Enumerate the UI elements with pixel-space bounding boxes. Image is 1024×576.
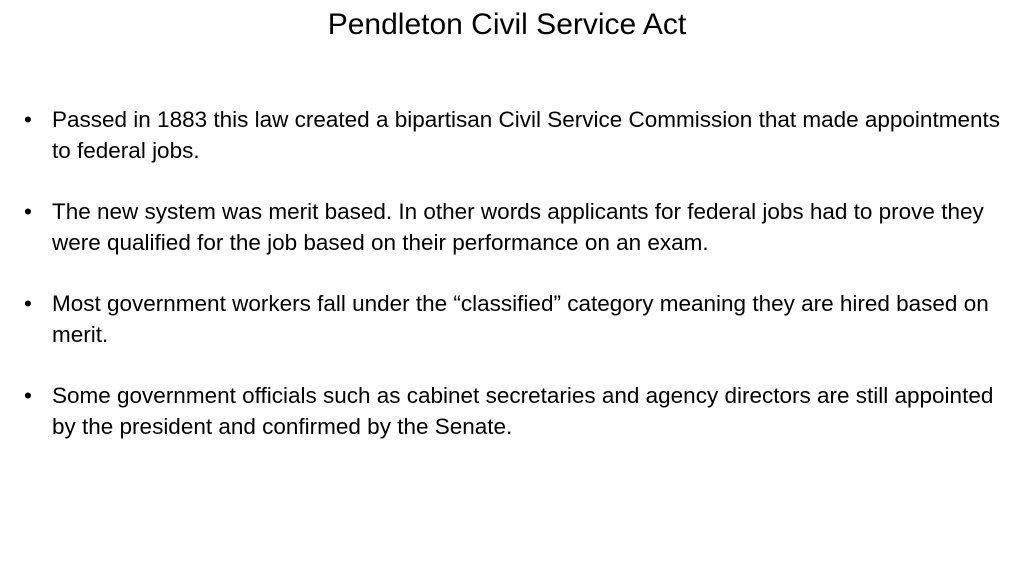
bullet-text: Most government workers fall under the “classified” category meaning they are hired based on merit. — [52, 291, 989, 347]
bullet-text: Passed in 1883 this law created a bipartisan Civil Service Commission that made appointments to federal jobs. — [52, 107, 1000, 163]
bullet-item — [22, 380, 1007, 442]
bullet-list — [22, 104, 1007, 472]
bullet-text: The new system was merit based. In other words applicants for federal jobs had to prove they were qualified for the job based on their performance on an exam. — [52, 199, 984, 255]
bullet-icon: • — [24, 199, 32, 224]
bullet-text: Some government officials such as cabinet secretaries and agency directors are still appointed by the president and confirmed by the Senate. — [52, 383, 994, 439]
bullet-icon: • — [24, 291, 32, 316]
bullet-icon: • — [24, 383, 32, 408]
bullet-item — [22, 196, 1007, 258]
slide-title: Pendleton Civil Service Act — [327, 8, 687, 41]
bullet-item — [22, 104, 1007, 166]
bullet-item — [22, 288, 1007, 350]
bullet-icon: • — [24, 107, 32, 132]
